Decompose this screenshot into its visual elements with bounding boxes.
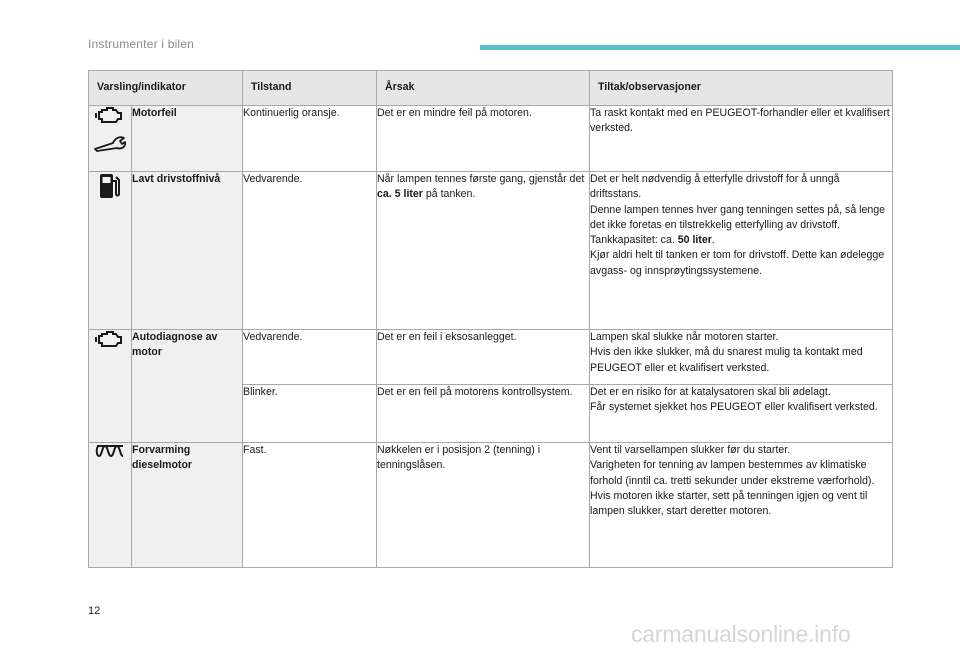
action-line: Hvis motoren ikke starter, sett på tenningen igjen og vent til lampen slukker, start deretter motoren.: [590, 489, 868, 518]
table-row-engine-fault: [89, 106, 893, 172]
column-header-cause: Årsak: [377, 71, 590, 106]
cause-cell: Det er en feil i eksosanlegget.: [377, 330, 590, 385]
action-line: Det er en risiko for at katalysatoren skal bli ødelagt.: [590, 386, 831, 398]
state-cell: Vedvarende.: [243, 330, 377, 385]
action-cell: [590, 330, 893, 385]
page-number: 12: [88, 605, 101, 617]
table-header-row: [89, 71, 893, 106]
state-cell: Kontinuerlig oransje.: [243, 106, 377, 172]
cause-text: Når lampen tennes første gang, gjenstår det: [377, 173, 585, 185]
header-accent-bar: [480, 45, 960, 50]
cause-text-end: på tanken.: [422, 188, 476, 201]
section-title: Instrumenter i bilen: [88, 37, 195, 51]
action-cell: [590, 443, 893, 568]
icon-cell: [89, 106, 132, 172]
action-line: Får systemet sjekket hos PEUGEOT eller kvalifisert verksted.: [590, 401, 878, 414]
table-row-engine-self-diagnosis: [89, 330, 893, 385]
action-line: Varigheten for tenning av lampen bestemmes av klimatiske forhold (inntil ca. tretti sekunder under ekstreme værforhold).: [590, 459, 875, 487]
indicator-name: Lavt drivstoffnivå: [132, 172, 243, 330]
indicator-name: Forvarming dieselmotor: [132, 443, 243, 568]
action-line: Denne lampen tennes hver gang tenningen settes på, så lenge det ikke foretas en tilstrekkelig etterfylling av drivstoff.: [590, 203, 886, 231]
column-header-indicator: Varsling/indikator: [89, 71, 243, 106]
icon-cell: [89, 330, 132, 443]
table-row-low-fuel: [89, 172, 893, 330]
cause-cell: Det er en mindre feil på motoren.: [377, 106, 590, 172]
table-row-diesel-preheating: [89, 443, 893, 568]
fuel-pump-icon: [98, 172, 122, 200]
engine-warning-icon: [95, 106, 125, 126]
indicator-name: Autodiagnose av motor: [132, 330, 243, 443]
wrench-icon: [93, 134, 127, 152]
state-cell: Vedvarende.: [243, 172, 377, 330]
column-header-state: Tilstand: [243, 71, 377, 106]
tank-capacity-value: 50 liter: [677, 234, 712, 247]
action-cell: [590, 385, 893, 443]
state-cell: Fast.: [243, 443, 377, 568]
engine-outline-icon: [95, 330, 125, 350]
glow-plug-icon: [95, 443, 125, 459]
warning-indicator-table: [88, 70, 893, 568]
action-line: Det er helt nødvendig å etterfylle drivstoff for å unngå driftsstans.: [590, 173, 840, 201]
cause-fuel-amount: ca. 5 liter: [377, 188, 423, 201]
cause-cell: [377, 172, 590, 330]
indicator-name: Motorfeil: [132, 106, 243, 172]
action-line: Lampen skal slukke når motoren starter.: [590, 331, 779, 343]
icon-cell: [89, 172, 132, 330]
action-line-tank-capacity: [590, 233, 892, 248]
action-line: Vent til varsellampen slukker før du starter.: [590, 444, 791, 456]
tank-capacity-label: Tankkapasitet: ca.: [590, 234, 678, 247]
action-line: Kjør aldri helt til tanken er tom for drivstoff. Dette kan ødelegge avgass- og innsprøytingssystemene.: [590, 249, 885, 277]
action-line: Hvis den ikke slukker, må du snarest mulig ta kontakt med PEUGEOT eller et kvalifisert verksted.: [590, 346, 863, 374]
action-cell: Ta raskt kontakt med en PEUGEOT-forhandler eller et kvalifisert verksted.: [590, 106, 893, 172]
state-cell: Blinker.: [243, 385, 377, 443]
cause-cell: Det er en feil på motorens kontrollsystem.: [377, 385, 590, 443]
watermark: carmanualsonline.info: [631, 621, 851, 647]
tank-capacity-end: .: [711, 234, 715, 247]
icon-cell: [89, 443, 132, 568]
column-header-action: Tiltak/observasjoner: [590, 71, 893, 106]
action-cell: [590, 172, 893, 330]
cause-cell: Nøkkelen er i posisjon 2 (tenning) i tenningslåsen.: [377, 443, 590, 568]
